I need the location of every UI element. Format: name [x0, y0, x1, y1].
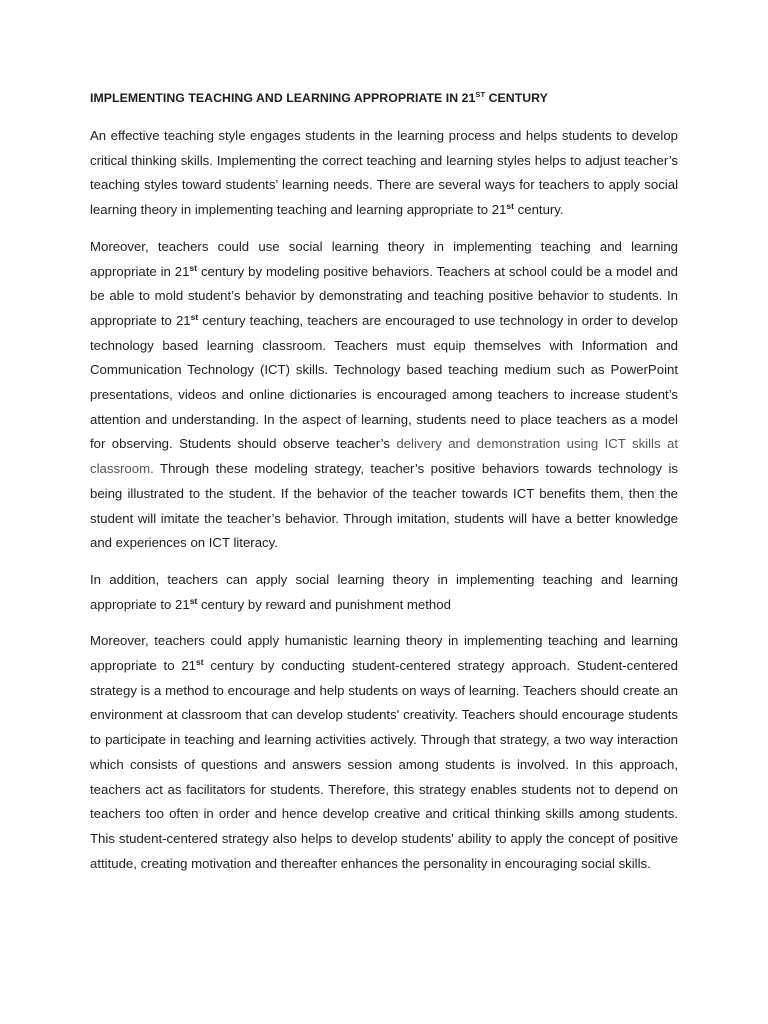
paragraph-1-text-a: An effective teaching style engages students in the learning process and helps students to develop critical thinking skills. Implementing the correct teaching and learning styles helps to adjust teacher’s teaching styles toward students’ learning needs. There are several ways for teachers to apply social learning theory in implementing teaching and learning appropriate to 21: [90, 128, 678, 218]
paragraph-2-text-c: century teaching, teachers are encouraged to use technology in order to develop technology based learning classroom. Teachers must equip themselves with Information and Communication Technology (ICT) skills. Technology based teaching medium such as PowerPoint presentations, videos and online dictionaries is encouraged among teachers to increase student’s attention and understanding. In the aspect of learning, students need to place teachers as a model for observing. Students should observe teacher’s: [90, 312, 678, 452]
paragraph-2-text-a: Moreover, teachers could use social learning theory in implementing teaching and learning appropriate in 21: [90, 238, 678, 279]
paragraph-2: [90, 235, 678, 556]
paragraph-3: [90, 568, 678, 617]
paragraph-2-text-d: Through these modeling strategy, teacher’s positive behaviors towards technology is being illustrated to the student. If the behavior of the teacher towards ICT benefits them, then the student will imitate the teacher’s behavior. Through imitation, students will have a better knowledge and experiences on ICT literacy.: [90, 461, 678, 551]
title-tail: CENTURY: [485, 91, 548, 105]
paragraph-1: [90, 124, 678, 223]
paragraph-2-text-b: century by modeling positive behaviors. Teachers at school could be a model and be able to mold student’s behavior by demonstrating and teaching positive behavior to students. In appropriate to 21: [90, 263, 679, 328]
paragraph-4: [90, 629, 678, 876]
paragraph-4-text-a: Moreover, teachers could apply humanistic learning theory in implementing teaching and learning appropriate to 21: [90, 633, 678, 674]
paragraph-2-muted-text: delivery and demonstration using ICT skills at classroom.: [90, 436, 678, 477]
paragraph-4-superscript: st: [196, 657, 204, 668]
document-title: [90, 90, 678, 106]
paragraph-1-text-b: century.: [513, 202, 564, 218]
title-text: IMPLEMENTING TEACHING AND LEARNING APPROPRIATE IN 21: [90, 91, 476, 105]
paragraph-3-text-b: century by reward and punishment method: [197, 596, 451, 612]
paragraph-3-text-a: In addition, teachers can apply social learning theory in implementing teaching and learning appropriate to 21: [90, 571, 678, 612]
paragraph-4-text-b: century by conducting student-centered strategy approach. Student-centered strategy is a method to encourage and help students on ways of learning. Teachers should create an environment at classroom that can develop students' creativity. Teachers should encourage students to participate in teaching and learning activities actively. Through that strategy, a two way interaction which consists of questions and answers session among students is involved. In this approach, teachers act as facilitators for students. Therefore, this strategy enables students not to depend on teachers too often in order and hence develop creative and critical thinking skills among students. This student-centered strategy also helps to develop students' ability to apply the concept of positive attitude, creating motivation and thereafter enhances the personality in encouraging social skills.: [90, 658, 678, 871]
paragraph-2-superscript-1: st: [189, 262, 198, 273]
paragraph-2-superscript-2: st: [190, 311, 199, 322]
paragraph-3-superscript: st: [189, 595, 198, 606]
document-page: [90, 90, 678, 888]
paragraph-1-superscript: st: [506, 201, 514, 212]
title-superscript: ST: [475, 90, 486, 99]
